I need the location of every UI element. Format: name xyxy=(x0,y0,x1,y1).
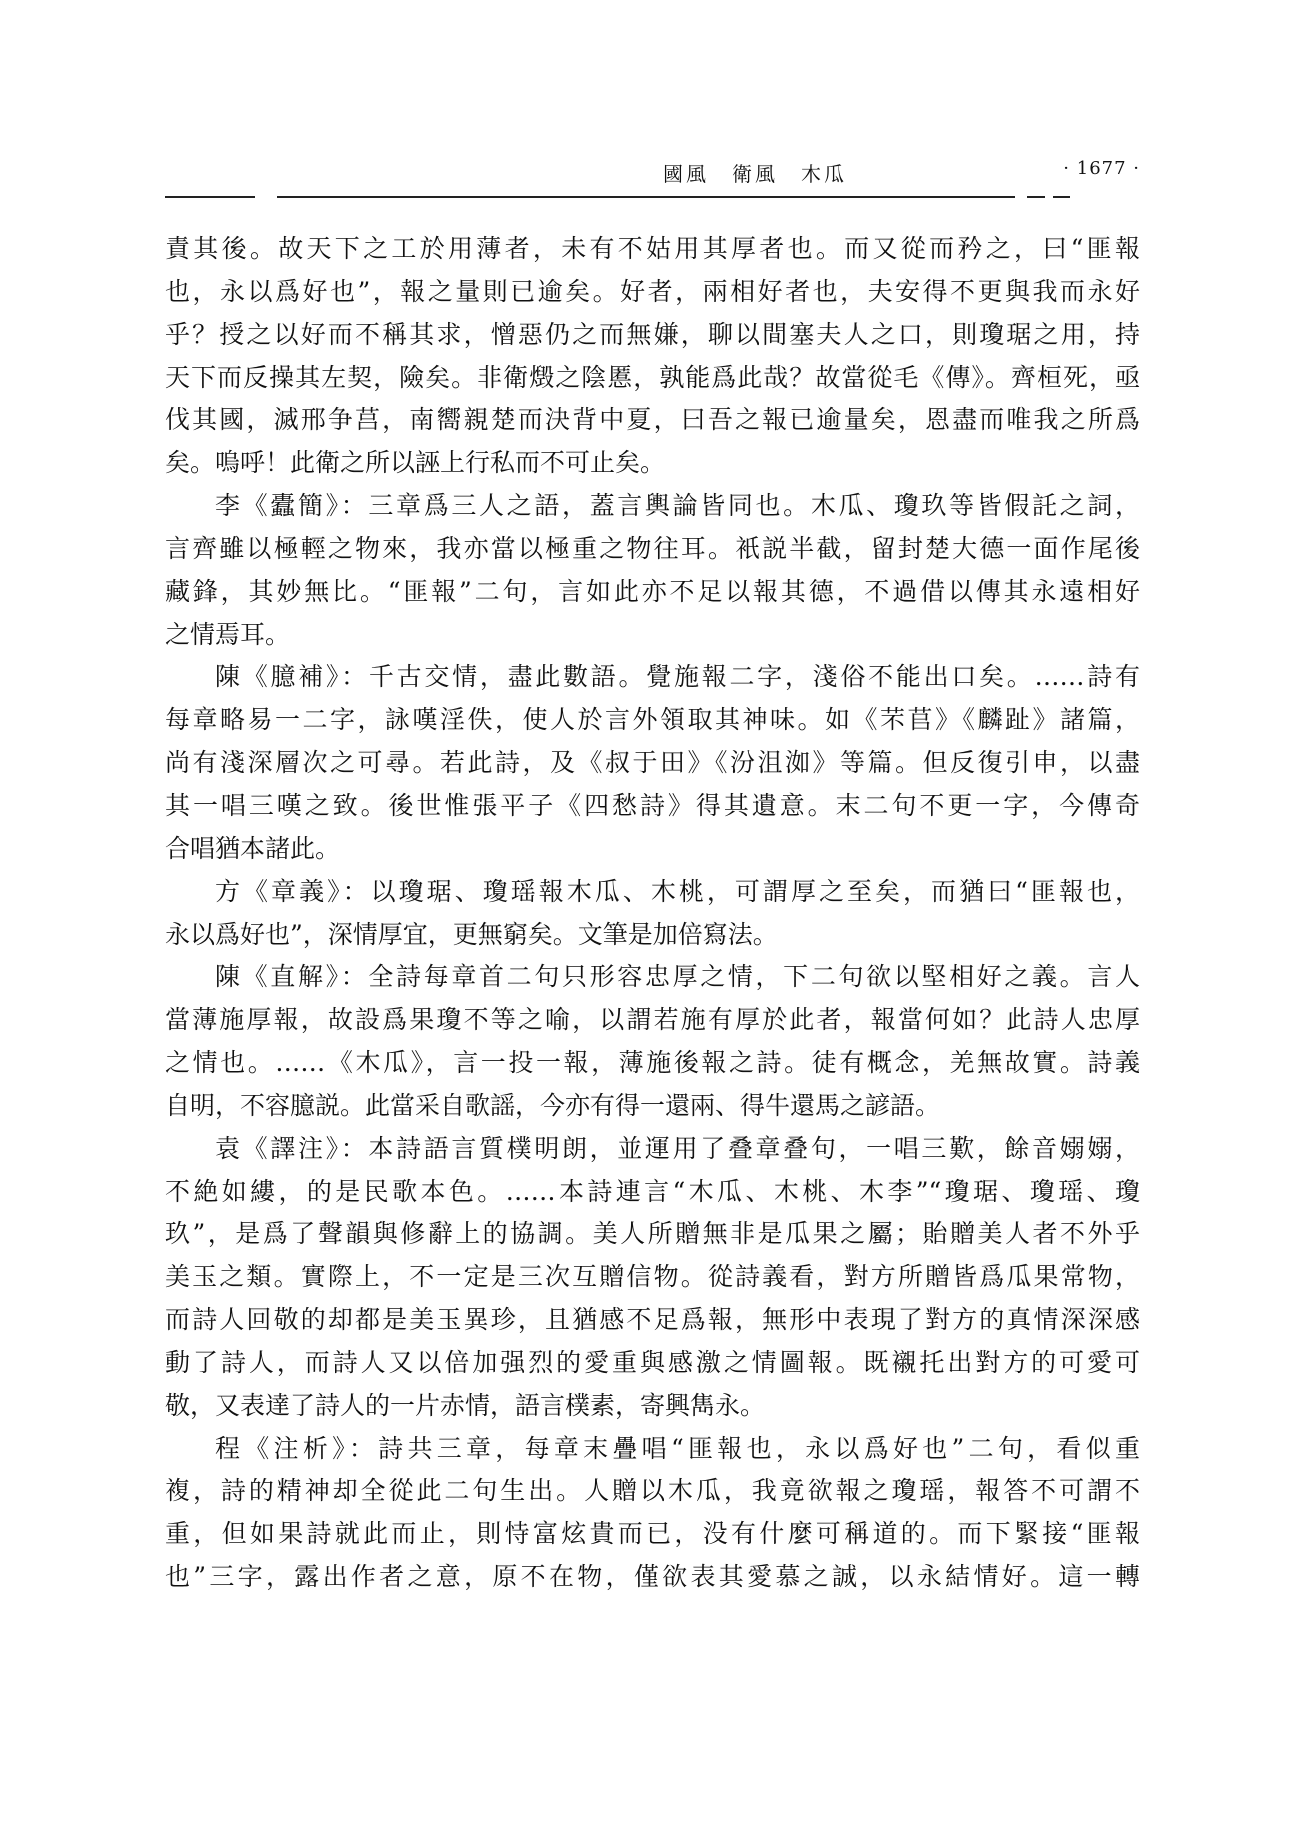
text-line: 責其後。故天下之工於用薄者，未有不姑用其厚者也。而又從而矜之，曰“匪報 xyxy=(165,234,1140,263)
text-line: 永以爲好也”，深情厚宜，更無窮矣。文筆是加倍寫法。 xyxy=(165,919,778,949)
paragraph-start-line: 程《注析》：詩共三章，每章末疊唱“匪報也，永以爲好也”二句，看似重 xyxy=(215,1433,1140,1463)
text-line: 複，詩的精神却全從此二句生出。人贈以木瓜，我竟欲報之瓊瑶，報答不可謂不 xyxy=(165,1476,1140,1506)
paragraph-start-line: 袁《譯注》：本詩語言質樸明朗，並運用了叠章叠句，一唱三歎，餘音嫋嫋， xyxy=(215,1133,1140,1163)
text-line: 言齊雖以極輕之物來，我亦當以極重之物往耳。衹説半截，留封楚大德一面作尾後 xyxy=(165,533,1140,563)
header-rule xyxy=(165,196,1140,198)
text-line: 藏鋒，其妙無比。“匪報”二句，言如此亦不足以報其德，不過借以傳其永遠相好 xyxy=(165,576,1140,606)
running-head: 國風 衛風 木瓜 xyxy=(663,162,847,186)
text-line: 天下而反操其左契，險矣。非衛燬之陰慝，孰能爲此哉？故當從毛《傳》。齊桓死，亟 xyxy=(165,362,1140,392)
text-line: 尚有淺深層次之可尋。若此詩，及《叔于田》《汾沮洳》等篇。但反復引申，以盡 xyxy=(165,748,1140,778)
text-line: 動了詩人，而詩人又以倍加强烈的愛重與感激之情圖報。既襯托出對方的可愛可 xyxy=(165,1347,1140,1377)
paragraph-start-line: 方《章義》：以瓊琚、瓊瑶報木瓜、木桃，可謂厚之至矣，而猶曰“匪報也， xyxy=(215,876,1140,906)
paragraph-start-line: 李《蠹簡》：三章爲三人之語，蓋言輿論皆同也。木瓜、瓊玖等皆假託之詞， xyxy=(215,491,1140,521)
text-line: 玖”，是爲了聲韻與修辭上的協調。美人所贈無非是瓜果之屬；貽贈美人者不外乎 xyxy=(165,1219,1140,1249)
text-line: 乎？授之以好而不稱其求，憎惡仍之而無嫌，聊以間塞夫人之口，則瓊琚之用，持 xyxy=(165,319,1140,349)
text-line: 而詩人回敬的却都是美玉異珍，且猶感不足爲報，無形中表現了對方的真情深深感 xyxy=(165,1305,1140,1335)
text-line: 不絶如縷，的是民歌本色。……本詩連言“木瓜、木桃、木李”“瓊琚、瓊瑶、瓊 xyxy=(165,1176,1140,1206)
text-line: 之情焉耳。 xyxy=(165,619,291,649)
commentary-text xyxy=(165,228,1140,1678)
header-rule-gap xyxy=(1070,194,1140,200)
text-line: 自明，不容臆説。此當采自歌謡，今亦有得一還兩、得牛還馬之諺語。 xyxy=(165,1090,941,1120)
page-number: · 1677 · xyxy=(1063,158,1140,179)
text-line: 當薄施厚報，故設爲果瓊不等之喻，以謂若施有厚於此者，報當何如？此詩人忠厚 xyxy=(165,1005,1140,1035)
text-line: 其一唱三嘆之致。後世惟張平子《四愁詩》得其遺意。末二句不更一字，今傳奇 xyxy=(165,790,1140,820)
page-header xyxy=(165,150,1140,210)
paragraph-start-line: 陳《臆補》：千古交情，盡此數語。覺施報二字，淺俗不能出口矣。……詩有 xyxy=(215,662,1140,692)
text-line: 美玉之類。實際上，不一定是三次互贈信物。從詩義看，對方所贈皆爲瓜果常物， xyxy=(165,1262,1140,1292)
text-line: 伐其國，滅邢争莒，南嚮親楚而決背中夏，曰吾之報已逾量矣，恩盡而唯我之所爲 xyxy=(165,405,1140,435)
header-rule-gap xyxy=(1015,194,1027,200)
text-line: 之情也。……《木瓜》，言一投一報，薄施後報之詩。徒有概念，羌無故實。詩義 xyxy=(165,1048,1140,1078)
text-line: 也，永以爲好也”，報之量則已逾矣。好者，兩相好者也，夫安得不更與我而永好 xyxy=(165,276,1140,306)
text-line: 重，但如果詩就此而止，則恃富炫貴而已，没有什麼可稱道的。而下緊接“匪報 xyxy=(165,1519,1140,1549)
text-line: 也”三字，露出作者之意，原不在物，僅欲表其愛慕之誠，以永結情好。這一轉 xyxy=(165,1562,1140,1592)
text-line: 合唱猶本諸此。 xyxy=(165,833,341,863)
text-line: 敬，又表達了詩人的一片赤情，語言樸素，寄興雋永。 xyxy=(165,1390,766,1420)
text-line: 每章略易一二字，詠嘆淫佚，使人於言外領取其神味。如《芣苢》《麟趾》諸篇， xyxy=(165,705,1140,735)
header-rule-gap xyxy=(1045,194,1053,200)
paragraph-start-line: 陳《直解》：全詩每章首二句只形容忠厚之情，下二句欲以堅相好之義。言人 xyxy=(215,962,1140,992)
header-rule-gap xyxy=(255,194,277,200)
text-line: 矣。嗚呼！此衛之所以誣上行私而不可止矣。 xyxy=(165,448,666,478)
